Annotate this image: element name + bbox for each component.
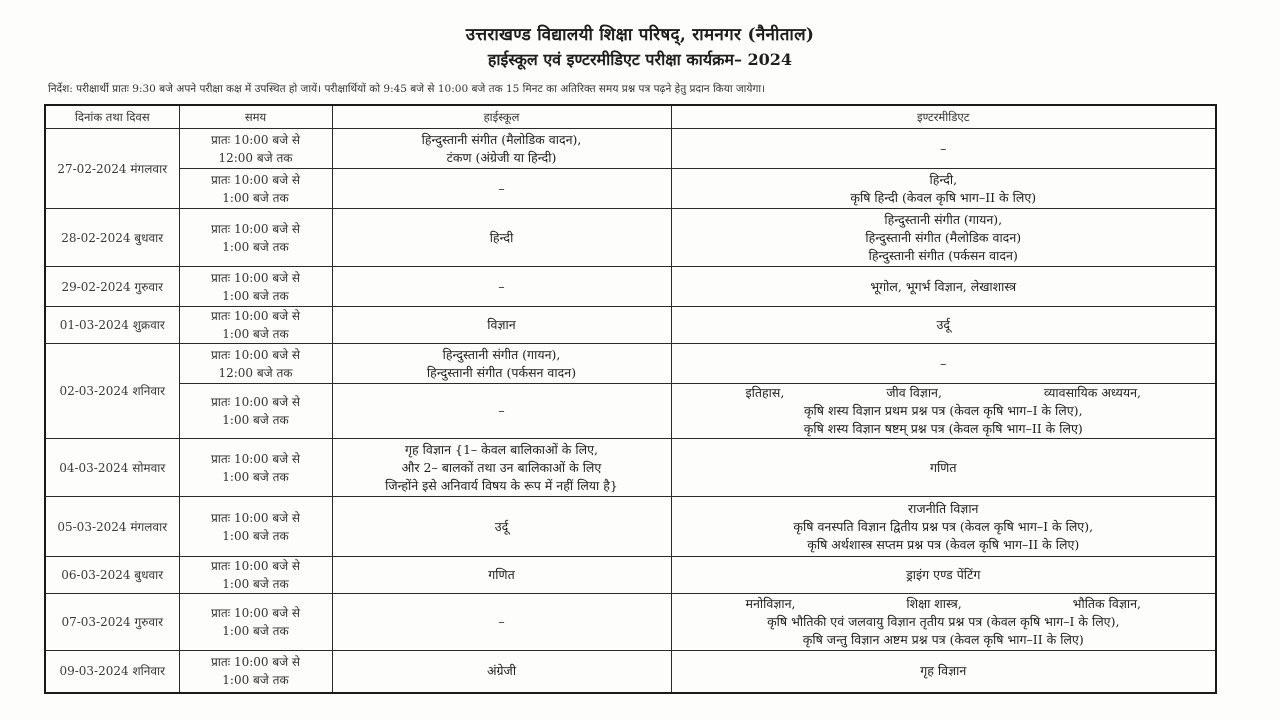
- cell-text-line: हिन्दुस्तानी संगीत (पर्कसन वादन): [868, 247, 1018, 263]
- column-header-date: दिनांक तथा दिवस: [45, 105, 179, 129]
- intermediate-subject-cell: [671, 439, 1216, 497]
- cell-text-line: हिन्दुस्तानी संगीत (पर्कसन वादन): [426, 364, 577, 380]
- cell-text-line: जिन्होंने इसे अनिवार्य विषय के रूप में नहीं लिया है}: [385, 477, 618, 493]
- exam-date-cell: 01-03-2024 शुक्रवार: [45, 307, 179, 344]
- exam-schedule-table: [44, 104, 1217, 694]
- highschool-subject-cell: [332, 267, 671, 307]
- highschool-subject-cell: [332, 129, 671, 169]
- subject-triple-line: [676, 384, 1212, 402]
- cell-text-line: –: [498, 180, 505, 196]
- cell-text-line: हिन्दुस्तानी संगीत (मैलोडिक वादन): [865, 229, 1022, 245]
- subject-name: मनोविज्ञान,: [745, 596, 796, 611]
- cell-text-line: –: [498, 403, 505, 418]
- highschool-subject-cell: [332, 307, 671, 344]
- schedule-row: [45, 344, 1216, 384]
- cell-text-line: 1:00 बजे तक: [222, 413, 289, 427]
- highschool-subject-cell: [332, 344, 671, 384]
- exam-time-cell: [179, 307, 332, 344]
- highschool-subject-cell: [332, 557, 671, 594]
- cell-text-line: –: [940, 140, 947, 156]
- intermediate-subject-cell: [671, 344, 1216, 384]
- cell-text-line: 12:00 बजे तक: [218, 150, 293, 165]
- highschool-subject-cell: [332, 651, 671, 693]
- cell-text-line: प्रातः 10:00 बजे से: [210, 309, 301, 323]
- highschool-subject-cell: [332, 209, 671, 267]
- cell-text-line: ड्राइंग एण्ड पेंटिंग: [906, 567, 981, 582]
- schedule-body: [45, 129, 1216, 693]
- intermediate-subject-cell: [671, 129, 1216, 169]
- cell-text-line: और 2– बालकों तथा उन बालिकाओं के लिए: [401, 459, 602, 475]
- exam-date-cell: 04-03-2024 सोमवार: [45, 439, 179, 497]
- exam-time-cell: [179, 557, 332, 594]
- schedule-row: [45, 129, 1216, 169]
- cell-text-line: कृषि हिन्दी (केवल कृषि भाग–II के लिए): [850, 189, 1037, 205]
- exam-instruction: निर्देश: परीक्षार्थी प्रातः 9:30 बजे अपने परीक्षा कक्ष में उपस्थित हो जायें। परीक्षार्थियों को 9:45 बजे से 10:00 बजे तक 15 मिनट का अतिरिक्त समय प्रश्न पत्र पढ़ने हेतु प्रदान किया जायेगा।: [48, 83, 766, 95]
- cell-text-line: 1:00 बजे तक: [222, 327, 289, 341]
- schedule-row: [45, 267, 1216, 307]
- exam-time-cell: [179, 439, 332, 497]
- cell-text-line: प्रातः 10:00 बजे से: [210, 395, 301, 409]
- exam-time-cell: [179, 344, 332, 384]
- intermediate-subject-cell: [671, 651, 1216, 693]
- exam-time-cell: [179, 497, 332, 557]
- cell-text-line: 12:00 बजे तक: [218, 365, 293, 380]
- cell-text-line: कृषि शस्य विज्ञान षष्टम् प्रश्न पत्र (केवल कृषि भाग–II के लिए): [803, 421, 1083, 436]
- intermediate-subject-cell: [671, 497, 1216, 557]
- cell-text-line: उर्दू: [936, 317, 950, 332]
- schedule-row: [45, 307, 1216, 344]
- cell-text-line: गृह विज्ञान {1– केवल बालिकाओं के लिए,: [405, 441, 598, 457]
- document-title: उत्तराखण्ड विद्यालयी शिक्षा परिषद्, रामनगर (नैनीताल): [465, 25, 815, 45]
- exam-time-cell: [179, 209, 332, 267]
- cell-text-line: 1:00 बजे तक: [222, 673, 289, 688]
- cell-text-line: कृषि अर्थशास्त्र सप्तम प्रश्न पत्र (केवल कृषि भाग–II के लिए): [807, 536, 1080, 552]
- cell-text-line: प्रातः 10:00 बजे से: [210, 655, 301, 670]
- cell-text-line: हिन्दुस्तानी संगीत (गायन),: [884, 211, 1003, 227]
- exam-date-cell: 09-03-2024 शनिवार: [45, 651, 179, 693]
- schedule-row: [45, 439, 1216, 497]
- cell-text-line: प्रातः 10:00 बजे से: [210, 270, 301, 285]
- schedule-row: [45, 594, 1216, 651]
- cell-text-line: प्रातः 10:00 बजे से: [210, 172, 301, 187]
- schedule-row: [45, 557, 1216, 594]
- cell-text-line: कृषि शस्य विज्ञान प्रथम प्रश्न पत्र (केवल कृषि भाग–I के लिए),: [803, 403, 1083, 418]
- cell-text-line: 1:00 बजे तक: [222, 190, 289, 205]
- cell-text-line: हिन्दुस्तानी संगीत (गायन),: [442, 346, 561, 362]
- cell-text-line: कृषि वनस्पति विज्ञान द्वितीय प्रश्न पत्र (केवल कृषि भाग–I के लिए),: [793, 518, 1094, 534]
- highschool-subject-cell: [332, 439, 671, 497]
- exam-time-cell: [179, 384, 332, 439]
- intermediate-subject-cell: [671, 267, 1216, 307]
- schedule-row: [45, 384, 1216, 439]
- cell-text-line: हिन्दुस्तानी संगीत (मैलोडिक वादन),: [421, 131, 582, 147]
- cell-text-line: विज्ञान: [487, 317, 516, 332]
- column-header-highschool: हाईस्कूल: [332, 105, 671, 129]
- exam-date-cell: 06-03-2024 बुधवार: [45, 557, 179, 594]
- cell-text-line: भूगोल, भूगर्भ विज्ञान, लेखाशास्त्र: [870, 278, 1017, 294]
- subject-name: जीव विज्ञान,: [886, 385, 942, 400]
- schedule-row: [45, 169, 1216, 209]
- subject-name: शिक्षा शास्त्र,: [906, 596, 962, 611]
- cell-text-line: गृह विज्ञान: [920, 663, 967, 679]
- cell-text-line: प्रातः 10:00 बजे से: [210, 510, 301, 525]
- cell-text-line: प्रातः 10:00 बजे से: [210, 132, 301, 147]
- subject-name: भौतिक विज्ञान,: [1072, 596, 1141, 611]
- cell-text-line: 1:00 बजे तक: [222, 624, 289, 638]
- exam-time-cell: [179, 651, 332, 693]
- table-header-row: [45, 105, 1216, 129]
- exam-date-cell: 05-03-2024 मंगलवार: [45, 497, 179, 557]
- exam-date-cell: 07-03-2024 गुरुवार: [45, 594, 179, 651]
- subject-triple-line: [676, 595, 1212, 613]
- cell-text-line: –: [498, 278, 505, 294]
- exam-time-cell: [179, 169, 332, 209]
- intermediate-subject-cell: [671, 307, 1216, 344]
- subject-name: इतिहास,: [745, 385, 785, 400]
- exam-date-cell: 28-02-2024 बुधवार: [45, 209, 179, 267]
- cell-text-line: गणित: [930, 459, 957, 475]
- intermediate-subject-cell: [671, 557, 1216, 594]
- cell-text-line: अंग्रेजी: [486, 663, 517, 679]
- exam-date-cell: 02-03-2024 शनिवार: [45, 344, 179, 439]
- subject-name: व्यावसायिक अध्ययन,: [1043, 385, 1141, 400]
- cell-text-line: कृषि भौतिकी एवं जलवायु विज्ञान तृतीय प्रश्न पत्र (केवल कृषि भाग–I के लिए),: [767, 614, 1120, 629]
- intermediate-subject-cell: [671, 594, 1216, 651]
- schedule-row: [45, 209, 1216, 267]
- exam-date-cell: 27-02-2024 मंगलवार: [45, 129, 179, 209]
- cell-text-line: –: [498, 614, 505, 629]
- cell-text-line: उर्दू: [494, 518, 509, 534]
- cell-text-line: राजनीति विज्ञान: [907, 500, 979, 516]
- cell-text-line: गणित: [488, 567, 515, 582]
- column-header-intermediate: इण्टरमीडिएट: [671, 105, 1216, 129]
- cell-text-line: हिन्दी: [489, 229, 514, 245]
- intermediate-subject-cell: [671, 169, 1216, 209]
- cell-text-line: 1:00 बजे तक: [222, 469, 289, 484]
- cell-text-line: 1:00 बजे तक: [222, 577, 289, 591]
- cell-text-line: प्रातः 10:00 बजे से: [210, 347, 301, 362]
- cell-text-line: टंकण (अंग्रेजी या हिन्दी): [446, 149, 557, 165]
- exam-time-cell: [179, 594, 332, 651]
- exam-date-cell: 29-02-2024 गुरुवार: [45, 267, 179, 307]
- cell-text-line: प्रातः 10:00 बजे से: [210, 221, 301, 236]
- cell-text-line: हिन्दी,: [929, 171, 958, 187]
- highschool-subject-cell: [332, 384, 671, 439]
- highschool-subject-cell: [332, 497, 671, 557]
- cell-text-line: 1:00 बजे तक: [222, 288, 289, 303]
- intermediate-subject-cell: [671, 384, 1216, 439]
- highschool-subject-cell: [332, 169, 671, 209]
- cell-text-line: 1:00 बजे तक: [222, 239, 289, 254]
- highschool-subject-cell: [332, 594, 671, 651]
- intermediate-subject-cell: [671, 209, 1216, 267]
- column-header-time: समय: [179, 105, 332, 129]
- exam-time-cell: [179, 267, 332, 307]
- cell-text-line: प्रातः 10:00 बजे से: [210, 606, 301, 620]
- cell-text-line: 1:00 बजे तक: [222, 528, 289, 543]
- cell-text-line: प्रातः 10:00 बजे से: [210, 559, 301, 573]
- cell-text-line: –: [940, 355, 947, 371]
- schedule-row: [45, 651, 1216, 693]
- exam-time-cell: [179, 129, 332, 169]
- cell-text-line: प्रातः 10:00 बजे से: [210, 451, 301, 466]
- document-subtitle: हाईस्कूल एवं इण्टरमीडिएट परीक्षा कार्यक्रम– 2024: [487, 50, 793, 69]
- cell-text-line: कृषि जन्तु विज्ञान अष्टम प्रश्न पत्र (केवल कृषि भाग–II के लिए): [802, 632, 1084, 647]
- schedule-row: [45, 497, 1216, 557]
